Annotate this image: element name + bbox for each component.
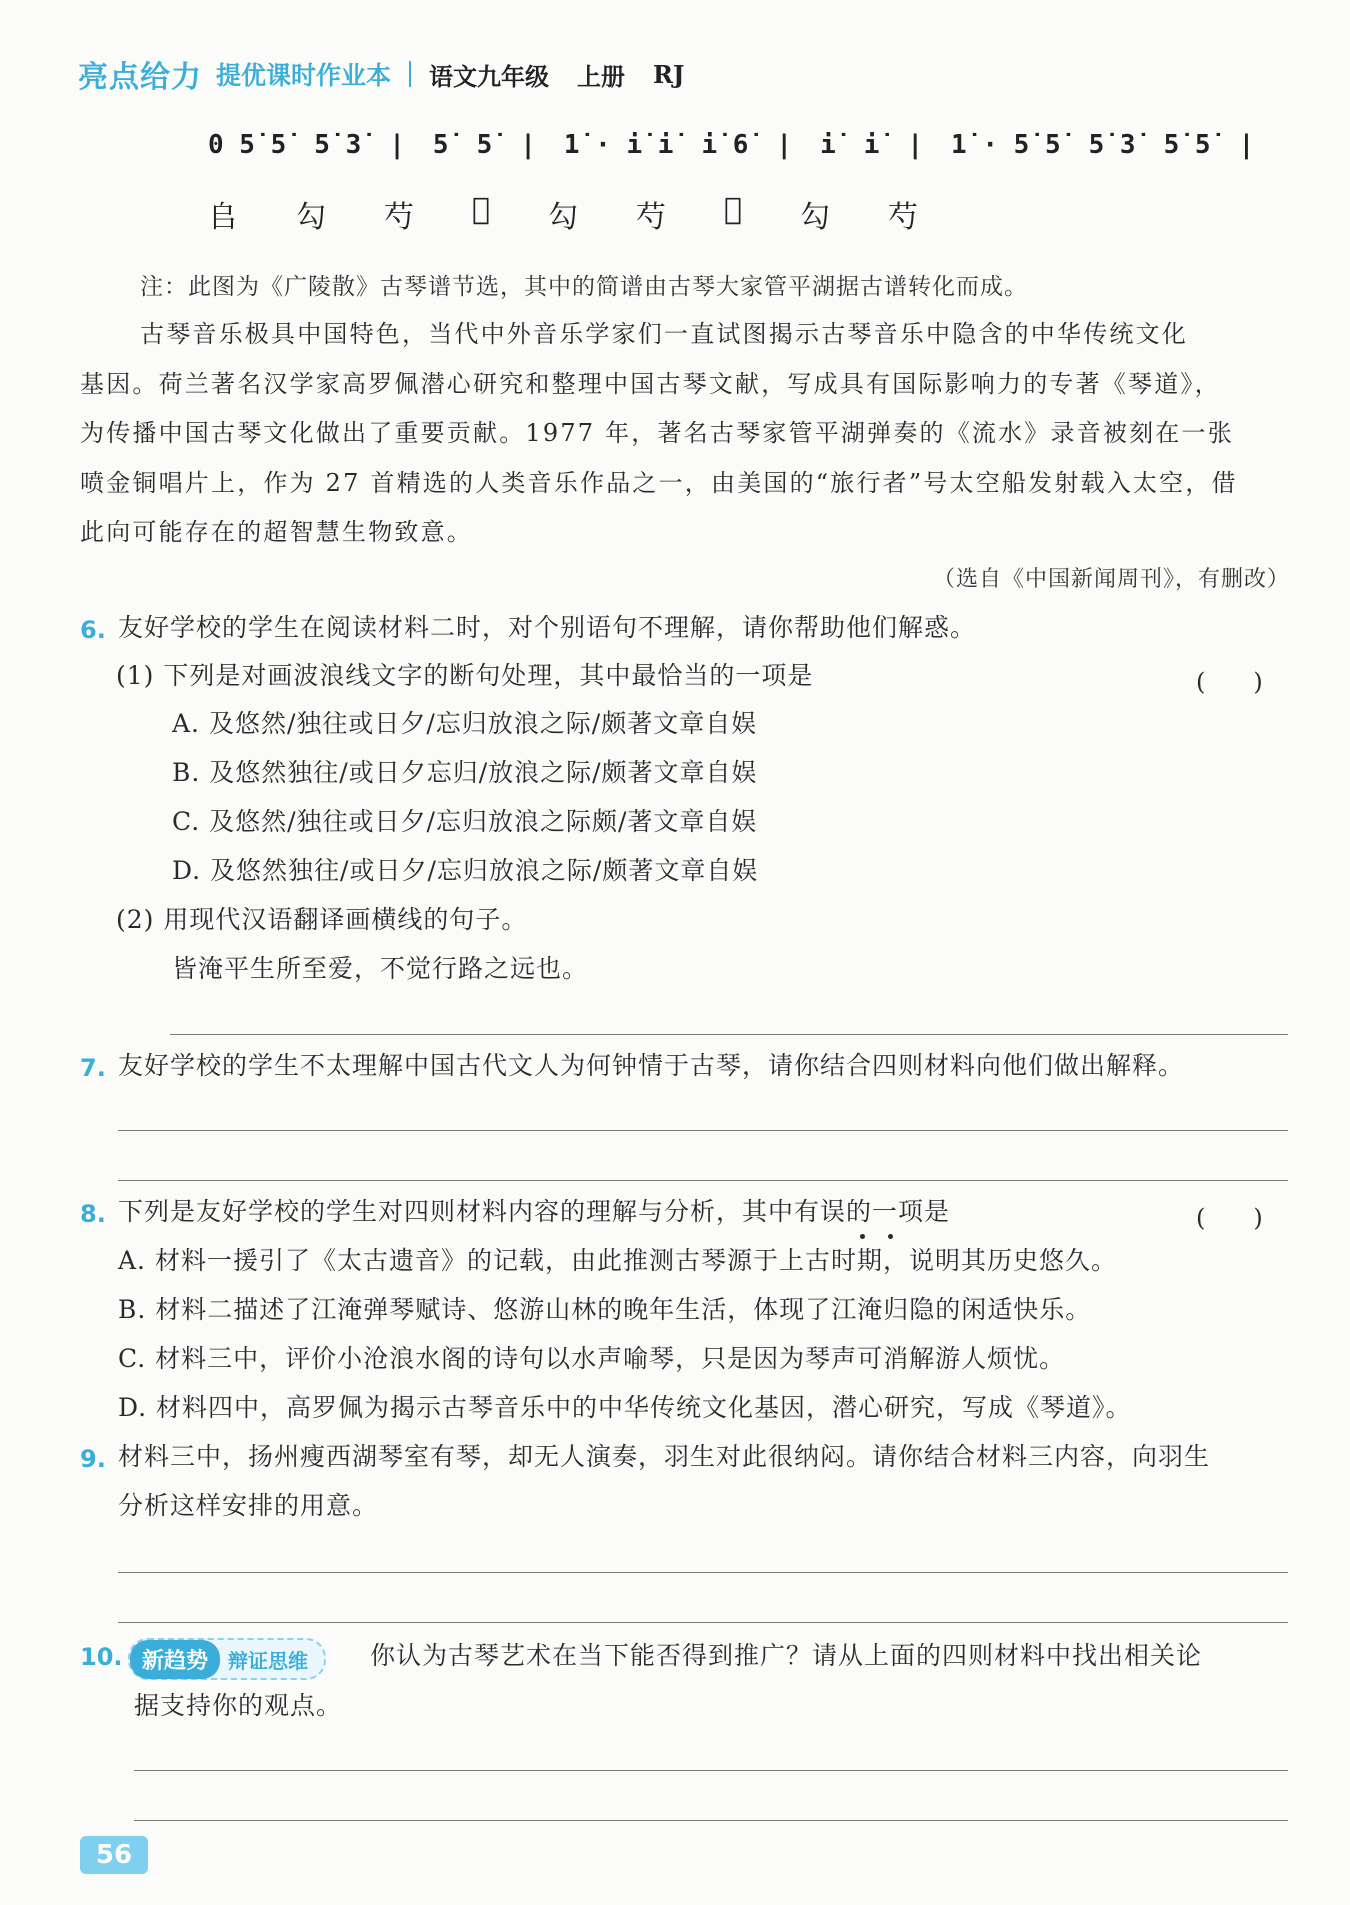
question-6-text: 友好学校的学生在阅读材料二时，对个别语句不理解，请你帮助他们解惑。 xyxy=(118,613,977,642)
notation-cell: 5̇ 3̇ xyxy=(314,130,362,160)
notation-cell: | xyxy=(520,130,536,160)
question-9-number: 9. xyxy=(80,1445,106,1473)
tablature-glyph: 𦭝 xyxy=(724,192,743,227)
tablature-glyph: 芍 xyxy=(384,200,414,235)
notation-cell: 0 5̇ 5̇ xyxy=(208,130,287,160)
trend-tag xyxy=(128,1638,326,1680)
paragraph-line: 基因。荷兰著名汉学家高罗佩潜心研究和整理中国古琴文献，写成具有国际影响力的专著《琴道》， xyxy=(80,369,1221,398)
notation-cell: 1̇ · 5̇ 5̇ xyxy=(951,130,1061,160)
answer-line[interactable] xyxy=(118,1130,1288,1131)
notation-cell: 1̇ · i̇ i̇ xyxy=(563,130,674,160)
tablature-glyph: 芍 xyxy=(888,200,919,235)
question-10-number: 10. xyxy=(80,1643,123,1671)
tablature-row xyxy=(208,192,976,236)
numbered-notation-row xyxy=(208,130,1282,160)
emphasis-dot xyxy=(888,1234,893,1239)
guqin-score-excerpt xyxy=(208,130,1255,250)
translate-sentence: 皆淹平生所至爱，不觉行路之远也。 xyxy=(172,954,589,983)
option-a: A. 及悠然/独往或日夕/忘归放浪之际/颇著文章自娱 xyxy=(172,709,758,738)
volume-label: 上册 xyxy=(577,62,626,91)
question-7-number: 7. xyxy=(80,1054,106,1082)
paragraph-line: 喷金铜唱片上，作为 27 首精选的人类音乐作品之一，由美国的“旅行者”号太空船发射载入太空，借 xyxy=(80,468,1238,497)
tablature-glyph: 勾 xyxy=(296,200,326,235)
question-10-line2: 据支持你的观点。 xyxy=(134,1691,343,1720)
notation-cell: 5̇ xyxy=(432,130,449,160)
source-citation: （选自《中国新闻周刊》，有删改） xyxy=(932,567,1290,592)
question-6-number: 6. xyxy=(80,616,106,644)
option-d: D. 及悠然独往/或日夕/忘归放浪之际/颇著文章自娱 xyxy=(172,856,759,885)
tablature-glyph: 勾 xyxy=(548,200,579,235)
notation-cell: i̇ xyxy=(820,130,836,160)
answer-line[interactable] xyxy=(134,1770,1288,1771)
emphasis-dot xyxy=(860,1234,865,1239)
score-note: 注：此图为《广陵散》古琴谱节选，其中的简谱由古琴大家管平湖据古谱转化而成。 xyxy=(140,274,1028,300)
notation-cell: 5̇ xyxy=(476,130,493,160)
answer-line[interactable] xyxy=(170,1034,1288,1035)
option-c: C. 材料三中，评价小沧浪水阁的诗句以水声喻琴，只是因为琴声可消解游人烦忧。 xyxy=(118,1344,1066,1373)
paragraph-line: 为传播中国古琴文化做出了重要贡献。1977 年，著名古琴家管平湖弹奏的《流水》录音被刻在一张 xyxy=(80,419,1234,447)
edition-label: RJ xyxy=(653,59,685,89)
notation-cell: i̇ xyxy=(863,130,880,160)
tag-dialectical: 辩证思维 xyxy=(228,1648,309,1673)
question-9-line1: 材料三中，扬州瘦西湖琴室有琴，却无人演奏，羽生对此很纳闷。请你结合材料三内容，向羽生 xyxy=(118,1442,1211,1471)
option-b: B. 及悠然独往/或日夕忘归/放浪之际/颇著文章自娱 xyxy=(172,758,758,787)
material-paragraph xyxy=(80,310,1290,558)
grade-label: 语文九年级 xyxy=(429,62,550,91)
answer-paren-8[interactable]: ( ) xyxy=(1196,1204,1263,1232)
option-d: D. 材料四中，高罗佩为揭示古琴音乐中的中华传统文化基因，潜心研究，写成《琴道》。 xyxy=(118,1393,1132,1422)
answer-line[interactable] xyxy=(118,1622,1288,1623)
brand-logo: 亮点给力 xyxy=(78,60,202,95)
series-title: 提优课时作业本 xyxy=(216,61,392,90)
page-number: 56 xyxy=(80,1836,148,1874)
option-a: A. 材料一援引了《太古遗音》的记载，由此推测古琴源于上古时期，说明其历史悠久。 xyxy=(118,1246,1117,1275)
tag-new-trend: 新趋势 xyxy=(130,1640,220,1679)
option-c: C. 及悠然/独往或日夕/忘归放浪之际颇/著文章自娱 xyxy=(172,807,758,836)
notation-cell: 5̇ 5̇ xyxy=(1163,130,1211,160)
tablature-glyph: 勾 xyxy=(800,200,831,235)
page-header xyxy=(78,52,684,96)
notation-cell: | xyxy=(389,130,405,160)
answer-line[interactable] xyxy=(118,1180,1288,1181)
question-8-text: 下列是友好学校的学生对四则材料内容的理解与分析，其中有误的一项是 xyxy=(118,1197,951,1226)
answer-line[interactable] xyxy=(118,1572,1288,1573)
answer-line[interactable] xyxy=(134,1820,1288,1821)
question-6-sub2: (2) 用现代汉语翻译画横线的句子。 xyxy=(116,905,528,934)
question-10-line1: 你认为古琴艺术在当下能否得到推广？请从上面的四则材料中找出相关论 xyxy=(370,1641,1203,1670)
header-divider xyxy=(409,61,411,87)
notation-cell: | xyxy=(776,130,793,160)
question-7-text: 友好学校的学生不太理解中国古代文人为何钟情于古琴，请你结合四则材料向他们做出解释。 xyxy=(118,1051,1185,1080)
notation-cell: | xyxy=(1238,130,1255,160)
paragraph-line: 古琴音乐极具中国特色，当代中外音乐学家们一直试图揭示古琴音乐中隐含的中华传统文化 xyxy=(140,320,1188,348)
tablature-glyph: 芍 xyxy=(636,200,667,235)
notation-cell: | xyxy=(907,130,924,160)
notation-cell: i̇ 6̇ xyxy=(701,130,749,160)
answer-paren-6[interactable]: ( ) xyxy=(1196,668,1263,696)
option-b: B. 材料二描述了江淹弹琴赋诗、悠游山林的晚年生活，体现了江淹归隐的闲适快乐。 xyxy=(118,1295,1092,1324)
tablature-glyph: 𦭝 xyxy=(472,192,491,227)
paragraph-line: 此向可能存在的超智慧生物致意。 xyxy=(80,518,473,546)
question-9-line2: 分析这样安排的用意。 xyxy=(118,1491,379,1520)
tablature-glyph: 𠂤 xyxy=(208,200,238,235)
question-6-sub1: (1) 下列是对画波浪线文字的断句处理，其中最恰当的一项是 xyxy=(116,661,814,690)
notation-cell: 5̇ 3̇ xyxy=(1088,130,1136,160)
question-8-number: 8. xyxy=(80,1200,106,1228)
